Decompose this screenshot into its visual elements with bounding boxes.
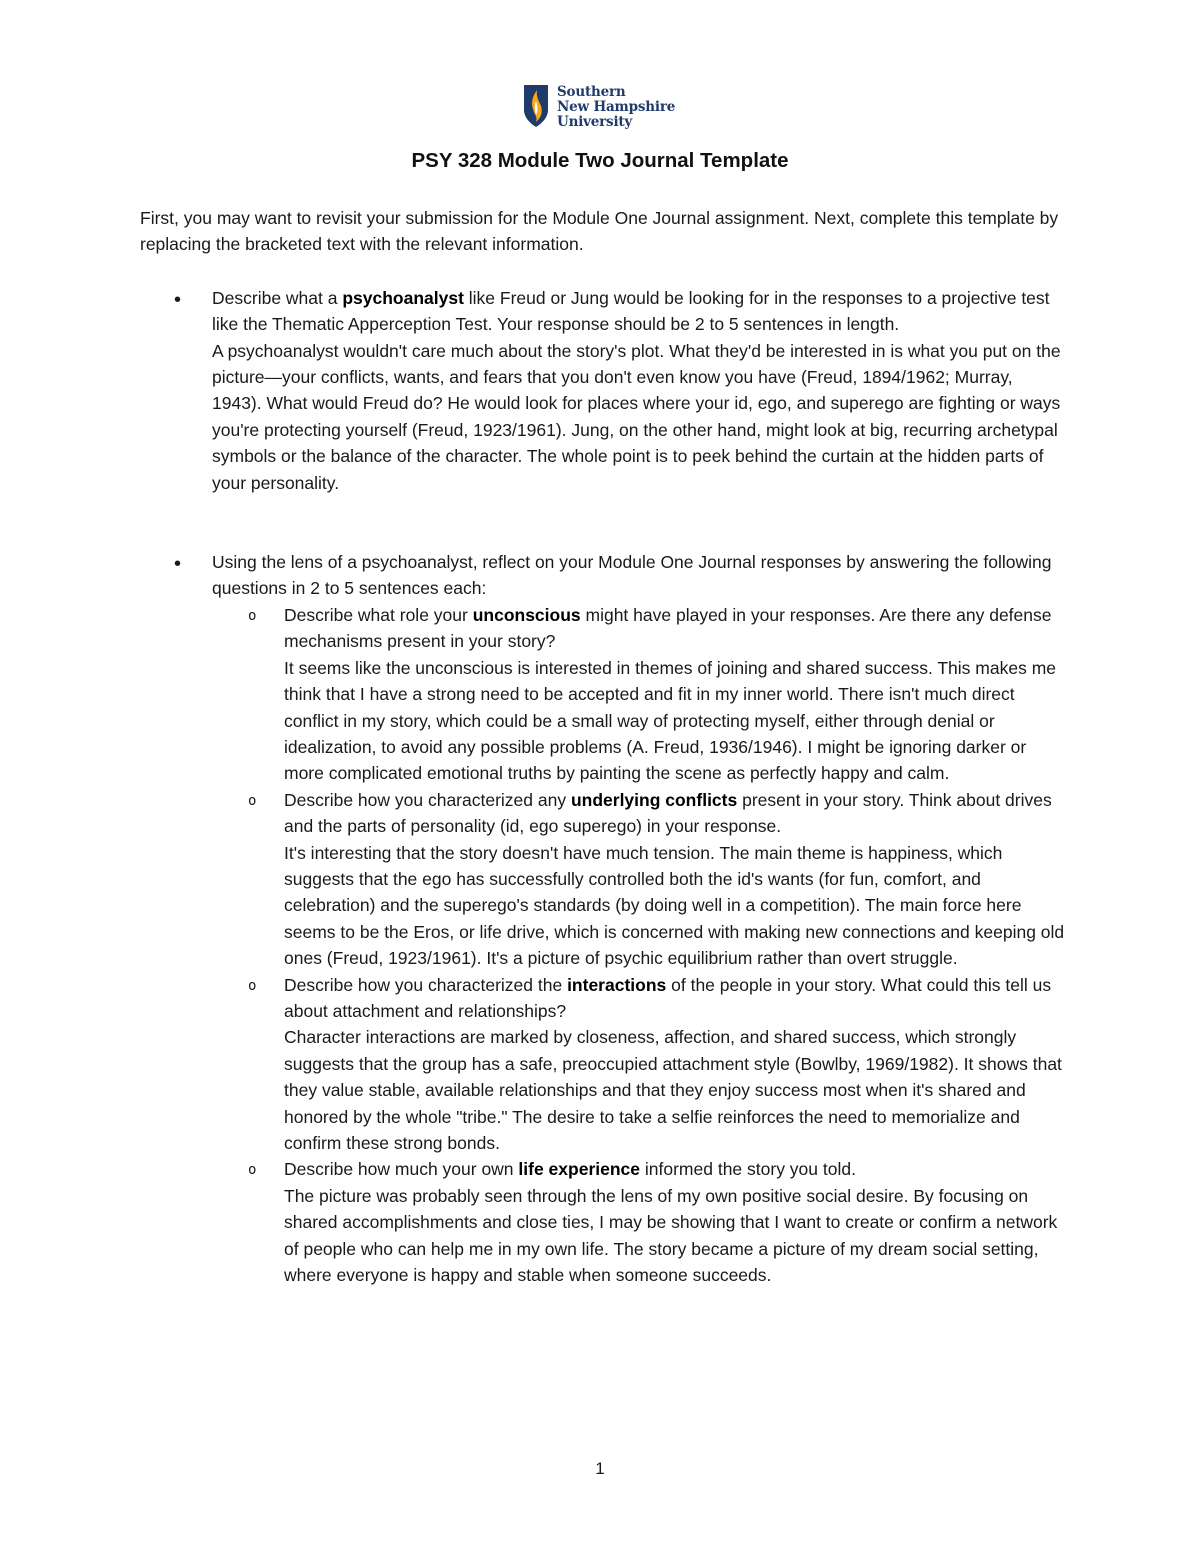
bullet-item-2 [140,549,1065,602]
bullet-1-prompt [212,285,1065,338]
prompt-text: present in your story. Think about drives and the parts of personality (id, ego superego) in your response. [284,789,1052,837]
page-number: 1 [595,1459,605,1478]
logo-line-2: New Hampshire [557,99,676,115]
sub-item-conflicts [212,787,1065,972]
keyword-underlying-conflicts: underlying conflicts [570,789,738,810]
shield-flame-icon [523,84,549,128]
sub-answer: The picture was probably seen through the lens of my own positive social desire. By focusing on shared accomplishments and close ties, I may be showing that I want to create or confirm a network of people who can help me in my own life. The story became a picture of my dream social setting, where everyone is happy and stable when someone succeeds. [284,1185,1058,1286]
keyword-unconscious: unconscious [472,604,581,625]
prompt-text: might have played in your responses. Are there any defense mechanisms present in your story? [284,604,1052,652]
bullet-marker: • [174,288,182,311]
sub-item-unconscious [212,602,1065,787]
prompt-text: Describe how you characterized any [284,789,571,810]
prompt-text: Describe what role your [284,604,473,625]
sub-item-life-experience [212,1156,1065,1288]
bullet-1-answer: A psychoanalyst wouldn't care much about the story's plot. What they'd be interested in is what you put on the picture—your conflicts, wants, and fears that you don't even know you have (Freud, 1894/1962; Murray, 1943). What would Freud do? He would look for places where your id, ego, and superego are fighting or ways you're protecting yourself (Freud, 1923/1961). Jung, on the other hand, might look at big, recurring archetypal symbols or the balance of the character. The whole point is to peek behind the curtain at the hidden parts of your personality. [212,340,1061,493]
sub-answer: It seems like the unconscious is interested in themes of joining and shared success. This makes me think that I have a strong need to be accepted and fit in my inner world. There isn't much direct conflict in my story, which could be a small way of protecting myself, either through denial or idealization, to avoid any possible problems (A. Freud, 1936/1946). I might be ignoring darker or more complicated emotional truths by painting the scene as perfectly happy and calm. [284,657,1056,784]
prompt-text: Describe how much your own [284,1159,519,1180]
sub-prompt [284,972,1065,1025]
bullet-item-1 [140,285,1065,496]
prompt-text: informed the story you told. [640,1159,856,1180]
bullet-marker: • [174,553,182,576]
prompt-text: Describe how you characterized the [284,974,568,995]
sub-marker: o [248,792,257,809]
sub-item-interactions [212,972,1065,1157]
sub-prompt [284,787,1065,840]
sub-answer: It's interesting that the story doesn't have much tension. The main theme is happiness, which suggests that the ego has successfully controlled both the id's wants (for fun, comfort, and celebration) and the superego's standards (by doing well in a competition). The main force here seems to be the Eros, or life drive, which is concerned with making new connections and keeping old ones (Freud, 1923/1961). It's a picture of psychic equilibrium rather than overt struggle. [284,842,1065,969]
sub-marker: o [248,607,257,624]
logo-line-1: Southern [557,84,626,100]
university-logo [523,84,693,134]
document-body [140,205,1065,1288]
prompt-text: Describe what a [212,287,343,308]
keyword-psychoanalyst: psychoanalyst [342,287,464,308]
keyword-life-experience: life experience [518,1159,641,1180]
spacer [140,496,1065,549]
sub-prompt [284,602,1065,655]
sub-marker: o [248,1162,257,1179]
keyword-interactions: interactions [567,974,667,995]
intro-paragraph: First, you may want to revisit your submission for the Module One Journal assignment. Next, complete this template by replacing the bracketed text with the relevant information. [140,208,1059,255]
document-title: PSY 328 Module Two Journal Template [411,149,789,172]
logo-line-3: University [557,114,633,130]
prompt-text: like Freud or Jung would be looking for in the responses to a projective test like the Thematic Apperception Test. Your response should be 2 to 5 sentences in length. [212,287,1050,335]
bullet-2-prompt: Using the lens of a psychoanalyst, reflect on your Module One Journal responses by answering the following questions in 2 to 5 sentences each: [212,552,1052,599]
sub-list [140,602,1065,1289]
sub-marker: o [248,977,257,994]
sub-answer: Character interactions are marked by closeness, affection, and shared success, which strongly suggests that the group has a safe, preoccupied attachment style (Bowlby, 1969/1982). It shows that they value stable, available relationships and that they enjoy success most when it's shared and honored by the whole "tribe." The desire to take a selfie reinforces the need to memorialize and confirm these strong bonds. [284,1027,1062,1153]
sub-prompt [284,1156,1065,1182]
logo-wordmark [557,85,675,130]
prompt-text: of the people in your story. What could this tell us about attachment and relationships? [284,974,1052,1021]
